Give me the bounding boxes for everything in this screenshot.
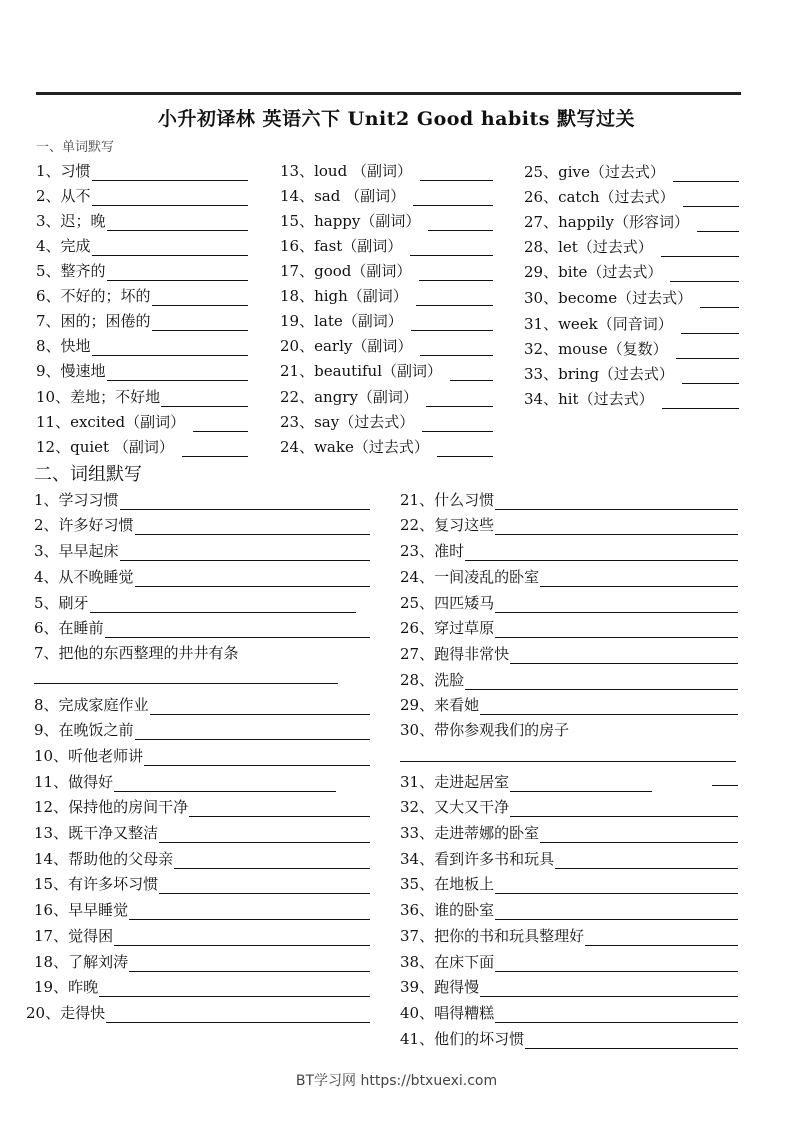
- word-item: [524, 310, 739, 334]
- word-prompt: 21、beautiful（副词）: [280, 362, 443, 380]
- phrase-prompt: 4、从不晚睡觉: [34, 568, 134, 586]
- word-prompt: 34、hit（过去式）: [524, 390, 654, 408]
- word-item: [36, 408, 248, 432]
- word-item: [524, 183, 739, 207]
- phrase-prompt: 38、在床下面: [400, 953, 495, 971]
- answer-line[interactable]: [495, 876, 738, 894]
- watermark-footer: BT学习网 https://btxuexi.com: [295, 1073, 498, 1089]
- answer-line[interactable]: [135, 569, 370, 587]
- top-rule: [36, 92, 741, 95]
- answer-line[interactable]: [107, 263, 248, 281]
- word-prompt: 30、become（过去式）: [524, 289, 693, 307]
- phrase-item: [34, 716, 370, 740]
- phrase-prompt: 27、跑得非常快: [400, 645, 510, 663]
- phrase-item: [400, 614, 738, 638]
- word-item: [280, 257, 493, 281]
- phrase-prompt: 2、许多好习惯: [34, 516, 134, 534]
- phrase-item: [34, 896, 370, 920]
- phrase-prompt: 28、洗脸: [400, 671, 465, 689]
- phrase-prompt: 24、一间凌乱的卧室: [400, 568, 540, 586]
- phrase-prompt: 19、昨晚: [34, 978, 99, 996]
- word-item: [36, 307, 248, 331]
- word-item: [36, 332, 248, 356]
- phrase-item: [34, 511, 370, 535]
- answer-line[interactable]: [99, 979, 370, 997]
- answer-line[interactable]: [135, 722, 370, 740]
- answer-line[interactable]: [416, 288, 493, 306]
- word-item: [280, 332, 493, 356]
- word-prompt: 26、catch（过去式）: [524, 188, 675, 206]
- phrase-item: [400, 973, 738, 997]
- phrase-prompt: 12、保持他的房间干净: [34, 798, 189, 816]
- phrase-item: [34, 845, 370, 869]
- phrase-item: [400, 511, 738, 535]
- word-item: [36, 357, 248, 381]
- answer-line[interactable]: [92, 338, 248, 356]
- answer-line[interactable]: [114, 774, 336, 792]
- answer-line[interactable]: [683, 189, 739, 207]
- answer-line[interactable]: [662, 391, 739, 409]
- answer-line[interactable]: [159, 876, 370, 894]
- phrase-prompt: 40、唱得糟糕: [400, 1004, 495, 1022]
- answer-line[interactable]: [697, 214, 739, 232]
- word-item: [280, 182, 493, 206]
- answer-line[interactable]: [129, 954, 370, 972]
- word-prompt: 6、不好的；坏的: [36, 287, 151, 305]
- word-item: [524, 208, 739, 232]
- section-heading-phrases: 二、词组默写: [34, 464, 142, 485]
- phrase-item: [34, 691, 370, 715]
- word-prompt: 23、say（过去式）: [280, 413, 415, 431]
- phrase-prompt: 5、刷牙: [34, 594, 89, 612]
- answer-line[interactable]: [585, 928, 738, 946]
- word-item: [36, 157, 248, 181]
- answer-line[interactable]: [682, 366, 739, 384]
- phrase-item: [34, 486, 370, 510]
- phrase-prompt: 18、了解刘涛: [34, 953, 129, 971]
- phrase-prompt: 32、又大又干净: [400, 798, 510, 816]
- word-item: [280, 157, 493, 181]
- word-item: [280, 282, 493, 306]
- word-item: [280, 383, 493, 407]
- word-prompt: 29、bite（过去式）: [524, 263, 663, 281]
- word-item: [36, 207, 248, 231]
- phrase-item: [400, 870, 738, 894]
- word-prompt: 8、快地: [36, 337, 91, 355]
- phrase-item: [400, 691, 738, 715]
- answer-line[interactable]: [120, 492, 370, 510]
- word-prompt: 10、差地；不好地: [36, 388, 161, 406]
- answer-line[interactable]: [90, 595, 356, 613]
- phrase-item: [400, 1025, 738, 1049]
- word-prompt: 7、困的；困倦的: [36, 312, 151, 330]
- phrase-item: [34, 922, 370, 946]
- phrase-prompt: 3、早早起床: [34, 542, 119, 560]
- word-prompt: 5、整齐的: [36, 262, 106, 280]
- word-prompt: 20、early（副词）: [280, 337, 413, 355]
- word-item: [280, 207, 493, 231]
- phrase-prompt: 41、他们的坏习惯: [400, 1030, 525, 1048]
- phrase-prompt: 31、走进起居室: [400, 773, 510, 791]
- answer-line[interactable]: [92, 188, 248, 206]
- phrase-item: [34, 614, 370, 638]
- answer-line[interactable]: [480, 697, 738, 715]
- word-prompt: 3、迟；晚: [36, 212, 106, 230]
- phrase-prompt: 22、复习这些: [400, 516, 495, 534]
- phrase-item: [34, 768, 336, 792]
- answer-line[interactable]: [193, 414, 248, 432]
- answer-line[interactable]: [152, 313, 248, 331]
- answer-line[interactable]: [495, 595, 738, 613]
- phrase-prompt: 37、把你的书和玩具整理好: [400, 927, 585, 945]
- answer-line[interactable]: [182, 439, 248, 457]
- answer-line[interactable]: [174, 851, 370, 869]
- answer-line[interactable]: [495, 902, 738, 920]
- page-title: 小升初译林 英语六下 Unit2 Good habits 默写过关: [157, 108, 636, 130]
- word-item: [524, 233, 739, 257]
- phrase-item: [400, 768, 652, 792]
- word-prompt: 24、wake（过去式）: [280, 438, 429, 456]
- phrase-item: [400, 999, 738, 1023]
- answer-line[interactable]: [410, 238, 493, 256]
- answer-line[interactable]: [700, 290, 739, 308]
- phrase-item: [400, 922, 738, 946]
- answer-line[interactable]: [465, 543, 738, 561]
- phrase-prompt: 10、听他老师讲: [34, 747, 144, 765]
- phrase-prompt: 20、走得快: [26, 1004, 106, 1022]
- answer-line[interactable]: [34, 683, 338, 684]
- phrase-prompt: 17、觉得困: [34, 927, 114, 945]
- phrase-item: [34, 870, 370, 894]
- phrase-prompt: 1、学习习惯: [34, 491, 119, 509]
- answer-line[interactable]: [495, 620, 738, 638]
- answer-line[interactable]: [495, 517, 738, 535]
- phrase-prompt: 34、看到许多书和玩具: [400, 850, 555, 868]
- phrase-item: [400, 563, 738, 587]
- word-item: [280, 307, 493, 331]
- word-prompt: 11、excited（副词）: [36, 413, 186, 431]
- answer-line[interactable]: [120, 543, 370, 561]
- answer-line[interactable]: [480, 979, 738, 997]
- answer-line[interactable]: [107, 363, 248, 381]
- phrase-prompt: 6、在睡前: [34, 619, 104, 637]
- word-item: [524, 158, 739, 182]
- word-prompt: 9、慢速地: [36, 362, 106, 380]
- answer-line[interactable]: [411, 313, 493, 331]
- word-prompt: 4、完成: [36, 237, 91, 255]
- phrase-item: [400, 537, 738, 561]
- word-prompt: 14、sad （副词）: [280, 187, 406, 205]
- answer-line[interactable]: [150, 697, 370, 715]
- answer-line[interactable]: [426, 389, 493, 407]
- phrase-item: [400, 486, 738, 510]
- answer-line[interactable]: [92, 163, 248, 181]
- answer-line[interactable]: [465, 672, 738, 690]
- answer-line[interactable]: [161, 389, 248, 407]
- word-item: [280, 357, 493, 381]
- phrase-item: [400, 716, 738, 740]
- answer-line[interactable]: [495, 954, 738, 972]
- phrase-prompt: 11、做得好: [34, 773, 114, 791]
- word-prompt: 16、fast（副词）: [280, 237, 403, 255]
- answer-line[interactable]: [437, 439, 493, 457]
- word-prompt: 33、bring（过去式）: [524, 365, 674, 383]
- word-prompt: 31、week（同音词）: [524, 315, 673, 333]
- answer-line[interactable]: [114, 928, 370, 946]
- phrase-prompt: 39、跑得慢: [400, 978, 480, 996]
- word-item: [524, 258, 739, 282]
- answer-line[interactable]: [450, 363, 493, 381]
- phrase-item: [34, 973, 370, 997]
- word-prompt: 25、give（过去式）: [524, 163, 665, 181]
- answer-line[interactable]: [510, 799, 738, 817]
- answer-line[interactable]: [555, 851, 738, 869]
- answer-line[interactable]: [525, 1031, 738, 1049]
- phrase-item: [34, 742, 370, 766]
- word-item: [36, 383, 248, 407]
- word-prompt: 19、late（副词）: [280, 312, 403, 330]
- phrase-prompt: 8、完成家庭作业: [34, 696, 149, 714]
- answer-line[interactable]: [510, 646, 738, 664]
- answer-line[interactable]: [92, 238, 248, 256]
- phrase-item: [34, 639, 374, 663]
- answer-line[interactable]: [495, 492, 738, 510]
- word-item: [524, 360, 739, 384]
- phrase-item: [400, 793, 738, 817]
- phrase-prompt: 36、谁的卧室: [400, 901, 495, 919]
- answer-line[interactable]: [422, 414, 493, 432]
- word-item: [524, 335, 739, 359]
- word-item: [280, 408, 493, 432]
- answer-line[interactable]: [189, 799, 370, 817]
- word-item: [524, 284, 739, 308]
- answer-line[interactable]: [661, 239, 739, 257]
- phrase-prompt: 25、四匹矮马: [400, 594, 495, 612]
- phrase-item: [34, 589, 356, 613]
- answer-line[interactable]: [540, 825, 738, 843]
- word-prompt: 28、let（过去式）: [524, 238, 653, 256]
- answer-line[interactable]: [676, 341, 739, 359]
- word-item: [36, 282, 248, 306]
- phrase-prompt: 9、在晚饭之前: [34, 721, 134, 739]
- answer-line[interactable]: [428, 213, 493, 231]
- phrase-prompt: 15、有许多坏习惯: [34, 875, 159, 893]
- phrase-prompt: 21、什么习惯: [400, 491, 495, 509]
- phrase-item: [34, 793, 370, 817]
- phrase-prompt: 16、早早睡觉: [34, 901, 129, 919]
- answer-line[interactable]: [105, 620, 370, 638]
- phrase-item: [34, 537, 370, 561]
- phrase-prompt: 7、把他的东西整理的井井有条: [34, 644, 239, 662]
- word-prompt: 18、high（副词）: [280, 287, 408, 305]
- word-prompt: 22、angry（副词）: [280, 388, 418, 406]
- phrase-item: [34, 819, 370, 843]
- answer-line[interactable]: [495, 1005, 738, 1023]
- answer-line[interactable]: [400, 761, 736, 762]
- phrase-prompt: 35、在地板上: [400, 875, 495, 893]
- phrase-prompt: 13、既干净又整洁: [34, 824, 159, 842]
- word-prompt: 17、good（副词）: [280, 262, 412, 280]
- word-prompt: 32、mouse（复数）: [524, 340, 668, 358]
- phrase-prompt: 29、来看她: [400, 696, 480, 714]
- word-item: [36, 433, 248, 457]
- word-item: [36, 182, 248, 206]
- word-prompt: 15、happy（副词）: [280, 212, 421, 230]
- answer-line[interactable]: [420, 163, 493, 181]
- answer-line[interactable]: [159, 825, 370, 843]
- word-item: [524, 385, 739, 409]
- phrase-prompt: 33、走进蒂娜的卧室: [400, 824, 540, 842]
- word-prompt: 1、习惯: [36, 162, 91, 180]
- phrase-item: [400, 896, 738, 920]
- phrase-item: [400, 819, 738, 843]
- answer-line[interactable]: [107, 213, 248, 231]
- phrase-item: [400, 845, 738, 869]
- word-prompt: 27、happily（形容词）: [524, 213, 689, 231]
- phrase-item: [400, 640, 738, 664]
- answer-line[interactable]: [419, 263, 493, 281]
- phrase-prompt: 30、带你参观我们的房子: [400, 721, 570, 739]
- phrase-prompt: 26、穿过草原: [400, 619, 495, 637]
- phrase-prompt: 14、帮助他的父母亲: [34, 850, 174, 868]
- answer-line[interactable]: [129, 902, 370, 920]
- answer-line[interactable]: [673, 164, 739, 182]
- word-item: [280, 232, 493, 256]
- answer-line[interactable]: [540, 569, 738, 587]
- word-prompt: 2、从不: [36, 187, 91, 205]
- answer-line[interactable]: [413, 188, 493, 206]
- answer-line[interactable]: [135, 517, 370, 535]
- phrase-item: [34, 948, 370, 972]
- phrase-item: [26, 999, 370, 1023]
- answer-line[interactable]: [510, 774, 652, 792]
- word-prompt: 12、quiet （副词）: [36, 438, 174, 456]
- answer-line[interactable]: [420, 338, 493, 356]
- answer-line[interactable]: [712, 785, 738, 786]
- word-prompt: 13、loud （副词）: [280, 162, 412, 180]
- answer-line[interactable]: [681, 316, 739, 334]
- word-item: [280, 433, 493, 457]
- phrase-item: [400, 666, 738, 690]
- answer-line[interactable]: [670, 264, 739, 282]
- section-heading-words: 一、单词默写: [36, 140, 115, 155]
- phrase-item: [400, 589, 738, 613]
- answer-line[interactable]: [106, 1005, 370, 1023]
- word-item: [36, 232, 248, 256]
- word-item: [36, 257, 248, 281]
- answer-line[interactable]: [152, 288, 248, 306]
- answer-line[interactable]: [144, 748, 370, 766]
- phrase-prompt: 23、准时: [400, 542, 465, 560]
- phrase-item: [400, 948, 738, 972]
- phrase-item: [34, 563, 370, 587]
